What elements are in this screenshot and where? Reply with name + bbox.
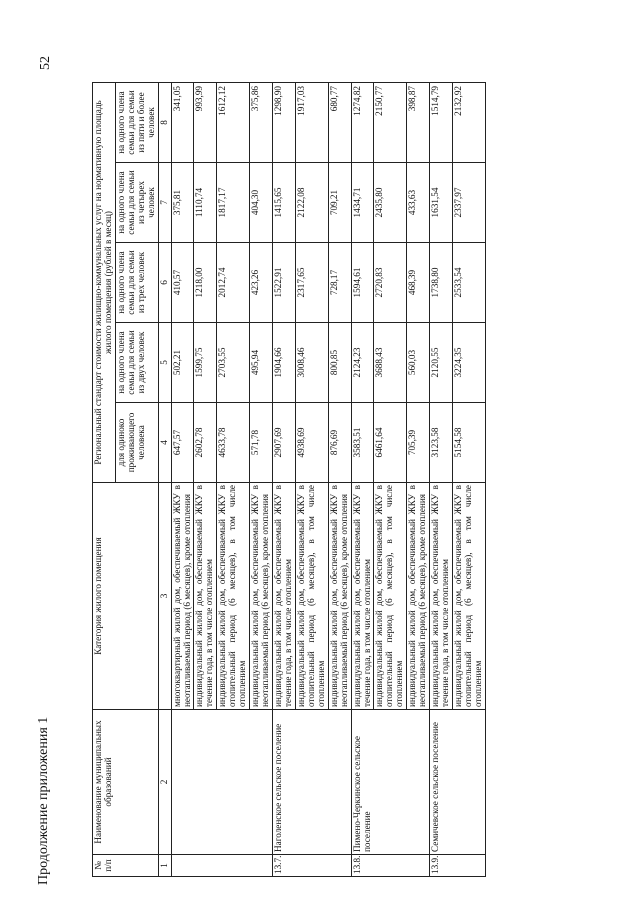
row-category: индивидуальный жилой дом, обеспечиваемый ЖКУ в отопительный период (6 месяцев), в том числе отоплением	[217, 483, 250, 710]
row-value: 398,87	[407, 82, 430, 162]
column-index: 4	[158, 403, 171, 483]
row-value: 3688,43	[374, 323, 407, 403]
column-index: 7	[158, 163, 171, 243]
row-category: индивидуальный жилой дом, обеспечиваемый ЖКУ в неотапливаемый период (6 месяцев), кроме отопления	[328, 483, 351, 710]
row-value: 3123,58	[430, 403, 453, 483]
row-value: 2012,74	[217, 243, 250, 323]
column-index-row	[158, 82, 171, 876]
column-index: 8	[158, 82, 171, 162]
row-value: 495,94	[250, 323, 273, 403]
column-index: 2	[158, 710, 171, 855]
row-value: 375,86	[250, 82, 273, 162]
row-value: 560,03	[407, 323, 430, 403]
row-value: 2907,69	[273, 403, 296, 483]
continuation-label: Продолжение приложения 1	[36, 716, 51, 885]
page-number: 52	[38, 56, 53, 70]
table-row	[171, 82, 194, 876]
row-value: 341,05	[171, 82, 194, 162]
row-value: 709,21	[328, 163, 351, 243]
row-num: 13.9.	[430, 855, 486, 877]
subheader-col: на одного члена семьи для семьи из пяти и более человек	[115, 82, 158, 162]
row-num: 13.8.	[351, 855, 430, 877]
row-value: 404,30	[250, 163, 273, 243]
row-municipality: Пимено-Черкинское сельское поселение	[351, 710, 430, 855]
row-value: 1514,79	[430, 82, 453, 162]
row-value: 2533,54	[453, 243, 486, 323]
row-value: 5154,58	[453, 403, 486, 483]
row-value: 2124,23	[351, 323, 374, 403]
row-value: 2120,55	[430, 323, 453, 403]
column-index: 6	[158, 243, 171, 323]
subheader-col: на одного члена семьи для семьи из трех человек	[115, 243, 158, 323]
row-value: 468,39	[407, 243, 430, 323]
row-value: 2132,92	[453, 82, 486, 162]
row-num	[171, 855, 272, 877]
row-value: 571,78	[250, 403, 273, 483]
row-municipality: Семичевское сельское поселение	[430, 710, 486, 855]
row-category: индивидуальный жилой дом, обеспечиваемый ЖКУ в отопительный период (6 месяцев), в том числе отоплением	[295, 483, 328, 710]
row-value: 1522,91	[273, 243, 296, 323]
row-category: индивидуальный жилой дом, обеспечиваемый ЖКУ в неотапливаемый период (6 месяцев), кроме отопления	[407, 483, 430, 710]
row-value: 705,39	[407, 403, 430, 483]
row-value: 3224,35	[453, 323, 486, 403]
subheader-col: на одного члена семьи для семьи из четырех человек	[115, 163, 158, 243]
table-header-row	[93, 82, 116, 876]
row-value: 6461,64	[374, 403, 407, 483]
row-category: индивидуальный жилой дом, обеспечиваемый ЖКУ в отопительный период (6 месяцев), в том числе отоплением	[374, 483, 407, 710]
column-index: 5	[158, 323, 171, 403]
row-category: индивидуальный жилой дом, обеспечиваемый ЖКУ в течение года, в том числе отоплением	[351, 483, 374, 710]
table-row	[430, 82, 453, 876]
row-value: 1594,61	[351, 243, 374, 323]
row-value: 2703,55	[217, 323, 250, 403]
row-num: 13.7.	[273, 855, 352, 877]
table-row	[351, 82, 374, 876]
row-value: 2602,78	[194, 403, 217, 483]
row-category: индивидуальный жилой дом, обеспечиваемый ЖКУ в течение года, в том числе отоплением	[430, 483, 453, 710]
row-value: 680,77	[328, 82, 351, 162]
row-value: 1631,54	[430, 163, 453, 243]
row-value: 1599,75	[194, 323, 217, 403]
row-value: 1434,71	[351, 163, 374, 243]
row-category: индивидуальный жилой дом, обеспечиваемый ЖКУ в течение года, в том числе отоплением	[273, 483, 296, 710]
row-value: 2317,65	[295, 243, 328, 323]
row-value: 1917,03	[295, 82, 328, 162]
subheader-col: для одиноко проживающего человека	[115, 403, 158, 483]
header-standard: Региональный стандарт стоимости жилищно-коммунальных услуг на нормативную площадь жилого помещения (рублей в месяц)	[93, 82, 116, 482]
table-row	[273, 82, 296, 876]
row-value: 375,81	[171, 163, 194, 243]
row-municipality	[171, 710, 272, 855]
row-value: 433,63	[407, 163, 430, 243]
row-value: 1274,82	[351, 82, 374, 162]
row-value: 2122,08	[295, 163, 328, 243]
row-value: 1110,74	[194, 163, 217, 243]
row-value: 410,57	[171, 243, 194, 323]
subheader-col: на одного члена семьи для семьи из двух человек	[115, 323, 158, 403]
row-value: 993,99	[194, 82, 217, 162]
row-category: индивидуальный жилой дом, обеспечиваемый ЖКУ в неотапливаемый период (6 месяцев), кроме отопления	[250, 483, 273, 710]
row-category: индивидуальный жилой дом, обеспечиваемый ЖКУ в течение года, в том числе отоплением	[194, 483, 217, 710]
row-value: 1218,00	[194, 243, 217, 323]
row-value: 1738,80	[430, 243, 453, 323]
standards-table	[92, 82, 486, 877]
row-value: 728,17	[328, 243, 351, 323]
row-value: 2337,97	[453, 163, 486, 243]
row-value: 2435,80	[374, 163, 407, 243]
header-num: № п/п	[93, 855, 159, 877]
row-value: 3583,51	[351, 403, 374, 483]
row-value: 4938,69	[295, 403, 328, 483]
header-category: Категория жилого помещения	[93, 483, 159, 710]
row-category: индивидуальный жилой дом, обеспечиваемый ЖКУ в отопительный период (6 месяцев), в том числе отоплением	[453, 483, 486, 710]
row-value: 876,69	[328, 403, 351, 483]
row-value: 4633,78	[217, 403, 250, 483]
row-value: 1904,66	[273, 323, 296, 403]
row-value: 2150,77	[374, 82, 407, 162]
row-value: 2720,83	[374, 243, 407, 323]
row-value: 1415,65	[273, 163, 296, 243]
row-value: 423,26	[250, 243, 273, 323]
row-municipality: Наголенское сельское поселение	[273, 710, 352, 855]
row-category: многоквартирный жилой дом, обеспечиваемый ЖКУ в неотапливаемый период (6 месяцев), кроме отопления	[171, 483, 194, 710]
row-value: 1612,12	[217, 82, 250, 162]
row-value: 502,21	[171, 323, 194, 403]
row-value: 1298,90	[273, 82, 296, 162]
column-index: 1	[158, 855, 171, 877]
row-value: 1817,17	[217, 163, 250, 243]
row-value: 800,85	[328, 323, 351, 403]
row-value: 3008,46	[295, 323, 328, 403]
row-value: 647,57	[171, 403, 194, 483]
header-name: Наименование муниципальных образований	[93, 710, 159, 855]
column-index: 3	[158, 483, 171, 710]
